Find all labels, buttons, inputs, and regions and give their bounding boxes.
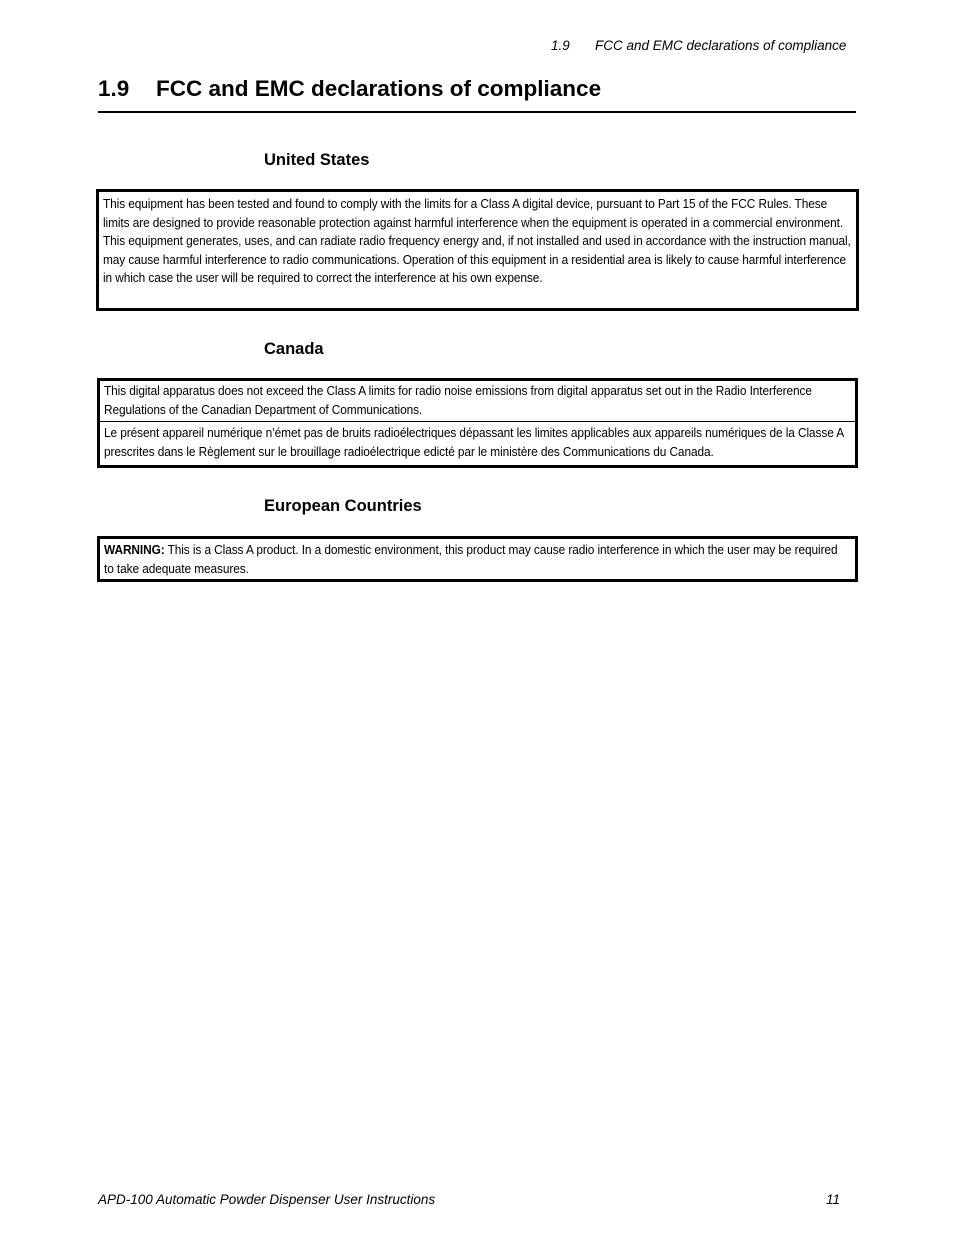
ce-warning-text: This is a Class A product. In a domestic environment, this product may cause radio interference in which the user may be required to take adequate measures. — [104, 542, 838, 576]
canada-notice-english-text: This digital apparatus does not exceed the Class A limits for radio noise emissions from digital apparatus set out in the Radio Interference Regulations of the Canadian Department of Communications. — [104, 383, 812, 417]
ce-warning-box — [97, 536, 858, 582]
section-title — [98, 76, 856, 113]
running-header-number: 1.9 — [551, 38, 570, 53]
footer-page-number: 11 — [826, 1192, 841, 1207]
canada-notice-french-text: Le présent appareil numérique n’émet pas de bruits radioélectriques dépassant les limites applicables aux appareils numériques de la Classe A prescrites dans le Règlement sur le brouillage radioélectrique edicté par le ministère des Communications du Canada. — [104, 425, 844, 459]
canada-notice-french-cell — [100, 421, 855, 463]
united-states-heading: United States — [264, 151, 370, 169]
section-title-text: FCC and EMC declarations of compliance — [156, 76, 602, 101]
european-countries-heading: European Countries — [264, 497, 422, 515]
running-header — [551, 38, 856, 53]
canada-notice-english-cell — [100, 381, 855, 421]
warning-label: WARNING: — [104, 542, 165, 557]
running-header-title: FCC and EMC declarations of compliance — [595, 38, 847, 53]
footer-document-title: APD-100 Automatic Powder Dispenser User Instructions — [98, 1192, 436, 1207]
section-number: 1.9 — [98, 76, 130, 101]
ce-warning-paragraph — [104, 541, 850, 578]
canada-heading: Canada — [264, 340, 324, 358]
fcc-notice-text: This equipment has been tested and found to comply with the limits for a Class A digital device, pursuant to Part 15 of the FCC Rules. These limits are designed to provide reasonable protection against harmful interference when the equipment is operated in a commercial environment. This equipment generates, uses, and can radiate radio frequency energy and, if not installed and used in accordance with the instruction manual, may cause harmful interference to radio communications. Operation of this equipment in a residential area is likely to cause harmful interference in which case the user will be required to correct the interference at his own expense. — [103, 196, 851, 286]
fcc-notice-box — [96, 189, 859, 311]
canada-notice-box — [97, 378, 858, 468]
